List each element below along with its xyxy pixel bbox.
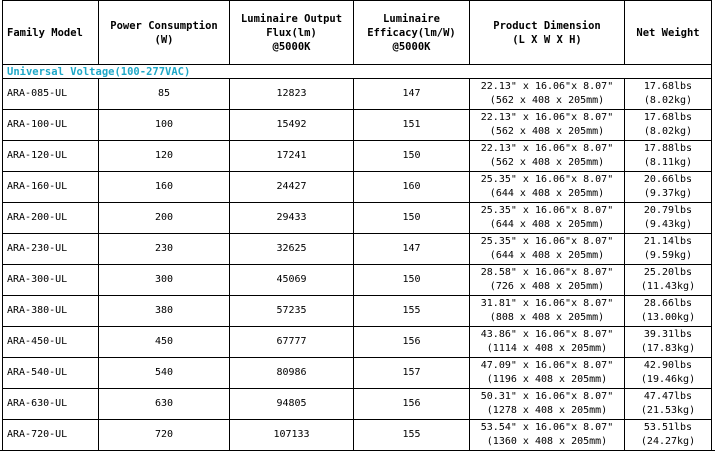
cell-dimension [470, 420, 625, 451]
header-efficacy-line1: Luminaire [383, 12, 440, 25]
cell-dimension-primary: 22.13" x 16.06"x 8.07" [480, 81, 614, 92]
header-dimension-line2: (L X W X H) [512, 33, 582, 46]
cell-dimension-metric: (562 x 408 x 205mm) [489, 95, 605, 106]
cell-flux: 15492 [230, 110, 354, 141]
cell-dimension [470, 234, 625, 265]
header-family-model [3, 1, 99, 65]
cell-flux: 29433 [230, 203, 354, 234]
cell-net-weight-metric: (13.00kg) [640, 312, 696, 323]
cell-efficacy: 150 [354, 141, 470, 172]
cell-dimension-primary: 25.35" x 16.06"x 8.07" [480, 236, 614, 247]
cell-dimension-metric: (644 x 408 x 205mm) [489, 219, 605, 230]
cell-family-model: ARA-630-UL [3, 389, 99, 420]
cell-power: 200 [99, 203, 230, 234]
cell-flux: 94805 [230, 389, 354, 420]
cell-net-weight [625, 172, 712, 203]
cell-power: 450 [99, 327, 230, 358]
cell-dimension [470, 265, 625, 296]
table-row [3, 110, 712, 141]
header-flux-line1: Luminaire Output [240, 12, 343, 25]
cell-efficacy: 155 [354, 420, 470, 451]
cell-net-weight-metric: (11.43kg) [640, 281, 696, 292]
table-row [3, 358, 712, 389]
cell-flux: 67777 [230, 327, 354, 358]
cell-net-weight-primary: 21.14lbs [643, 236, 693, 247]
cell-net-weight [625, 358, 712, 389]
page-bottom-border [0, 450, 715, 451]
header-net-weight-label: Net Weight [636, 26, 700, 39]
table-row [3, 79, 712, 110]
cell-flux: 24427 [230, 172, 354, 203]
table-row [3, 296, 712, 327]
cell-net-weight-primary: 53.51lbs [643, 422, 693, 433]
cell-dimension [470, 110, 625, 141]
cell-power: 540 [99, 358, 230, 389]
cell-net-weight-metric: (8.02kg) [643, 126, 693, 137]
cell-flux: 57235 [230, 296, 354, 327]
cell-dimension [470, 141, 625, 172]
table-row [3, 327, 712, 358]
cell-family-model: ARA-200-UL [3, 203, 99, 234]
cell-dimension [470, 172, 625, 203]
cell-family-model: ARA-160-UL [3, 172, 99, 203]
cell-net-weight [625, 420, 712, 451]
cell-net-weight [625, 141, 712, 172]
header-row [3, 1, 712, 65]
cell-net-weight-primary: 28.66lbs [643, 298, 693, 309]
cell-family-model: ARA-540-UL [3, 358, 99, 389]
cell-dimension-primary: 50.31" x 16.06"x 8.07" [480, 391, 614, 402]
cell-net-weight-metric: (9.59kg) [643, 250, 693, 261]
cell-power: 120 [99, 141, 230, 172]
cell-net-weight-metric: (8.11kg) [643, 157, 693, 168]
cell-net-weight-primary: 39.31lbs [643, 329, 693, 340]
section-row [3, 65, 712, 79]
cell-efficacy: 147 [354, 79, 470, 110]
cell-net-weight [625, 110, 712, 141]
header-efficacy-line2: Efficacy(lm/W) [367, 26, 456, 39]
cell-efficacy: 151 [354, 110, 470, 141]
cell-flux: 32625 [230, 234, 354, 265]
cell-efficacy: 147 [354, 234, 470, 265]
header-power-line1: Power Consumption [110, 19, 218, 32]
cell-dimension-metric: (562 x 408 x 205mm) [489, 126, 605, 137]
cell-power: 100 [99, 110, 230, 141]
cell-net-weight-primary: 20.66lbs [643, 174, 693, 185]
cell-power: 380 [99, 296, 230, 327]
cell-power: 720 [99, 420, 230, 451]
cell-family-model: ARA-120-UL [3, 141, 99, 172]
section-label: Universal Voltage(100-277VAC) [3, 65, 712, 79]
cell-dimension-metric: (1114 x 408 x 205mm) [486, 343, 608, 354]
header-flux-line3: @5000K [272, 40, 311, 53]
cell-flux: 80986 [230, 358, 354, 389]
cell-dimension-primary: 22.13" x 16.06"x 8.07" [480, 112, 614, 123]
cell-dimension [470, 296, 625, 327]
table-row [3, 234, 712, 265]
header-flux [230, 1, 354, 65]
cell-efficacy: 156 [354, 327, 470, 358]
cell-dimension-metric: (808 x 408 x 205mm) [489, 312, 605, 323]
cell-power: 630 [99, 389, 230, 420]
cell-efficacy: 156 [354, 389, 470, 420]
spec-table [2, 0, 712, 451]
header-efficacy-line3: @5000K [392, 40, 431, 53]
header-net-weight [625, 1, 712, 65]
cell-net-weight-metric: (24.27kg) [640, 436, 696, 447]
cell-dimension [470, 203, 625, 234]
cell-net-weight-primary: 17.68lbs [643, 112, 693, 123]
cell-power: 230 [99, 234, 230, 265]
cell-net-weight [625, 265, 712, 296]
cell-efficacy: 150 [354, 265, 470, 296]
header-power [99, 1, 230, 65]
cell-dimension-primary: 22.13" x 16.06"x 8.07" [480, 143, 614, 154]
cell-dimension-metric: (726 x 408 x 205mm) [489, 281, 605, 292]
cell-power: 85 [99, 79, 230, 110]
cell-net-weight-primary: 17.68lbs [643, 81, 693, 92]
cell-net-weight-primary: 47.47lbs [643, 391, 693, 402]
cell-dimension-primary: 31.81" x 16.06"x 8.07" [480, 298, 614, 309]
cell-family-model: ARA-100-UL [3, 110, 99, 141]
cell-flux: 17241 [230, 141, 354, 172]
cell-net-weight-metric: (21.53kg) [640, 405, 696, 416]
header-power-line2: (W) [154, 33, 174, 46]
cell-dimension-primary: 47.09" x 16.06"x 8.07" [480, 360, 614, 371]
cell-efficacy: 157 [354, 358, 470, 389]
cell-family-model: ARA-380-UL [3, 296, 99, 327]
cell-net-weight-metric: (9.43kg) [643, 219, 693, 230]
cell-net-weight [625, 296, 712, 327]
cell-family-model: ARA-085-UL [3, 79, 99, 110]
cell-flux: 12823 [230, 79, 354, 110]
header-dimension-line1: Product Dimension [493, 19, 601, 32]
cell-dimension-primary: 25.35" x 16.06"x 8.07" [480, 174, 614, 185]
cell-flux: 45069 [230, 265, 354, 296]
cell-net-weight-metric: (19.46kg) [640, 374, 696, 385]
cell-family-model: ARA-230-UL [3, 234, 99, 265]
header-family-model-label: Family Model [7, 26, 83, 39]
cell-net-weight [625, 203, 712, 234]
cell-power: 160 [99, 172, 230, 203]
cell-family-model: ARA-300-UL [3, 265, 99, 296]
cell-dimension-metric: (644 x 408 x 205mm) [489, 188, 605, 199]
cell-dimension-metric: (1196 x 408 x 205mm) [486, 374, 608, 385]
cell-net-weight-primary: 25.20lbs [643, 267, 693, 278]
header-dimension [470, 1, 625, 65]
header-efficacy [354, 1, 470, 65]
cell-dimension-primary: 53.54" x 16.06"x 8.07" [480, 422, 614, 433]
cell-family-model: ARA-720-UL [3, 420, 99, 451]
table-row [3, 203, 712, 234]
cell-net-weight [625, 234, 712, 265]
cell-dimension [470, 79, 625, 110]
cell-dimension-metric: (644 x 408 x 205mm) [489, 250, 605, 261]
cell-net-weight [625, 389, 712, 420]
cell-net-weight-primary: 17.88lbs [643, 143, 693, 154]
cell-dimension [470, 389, 625, 420]
cell-net-weight [625, 79, 712, 110]
cell-dimension-metric: (562 x 408 x 205mm) [489, 157, 605, 168]
cell-efficacy: 160 [354, 172, 470, 203]
cell-dimension [470, 358, 625, 389]
cell-dimension [470, 327, 625, 358]
cell-dimension-primary: 25.35" x 16.06"x 8.07" [480, 205, 614, 216]
table-row [3, 141, 712, 172]
table-row [3, 420, 712, 451]
header-flux-line2: Flux(lm) [266, 26, 317, 39]
cell-dimension-primary: 28.58" x 16.06"x 8.07" [480, 267, 614, 278]
cell-net-weight-metric: (9.37kg) [643, 188, 693, 199]
cell-efficacy: 150 [354, 203, 470, 234]
cell-net-weight-primary: 42.90lbs [643, 360, 693, 371]
cell-net-weight-metric: (17.83kg) [640, 343, 696, 354]
table-row [3, 172, 712, 203]
cell-net-weight-primary: 20.79lbs [643, 205, 693, 216]
cell-dimension-metric: (1360 x 408 x 205mm) [486, 436, 608, 447]
cell-net-weight-metric: (8.02kg) [643, 95, 693, 106]
cell-net-weight [625, 327, 712, 358]
table-body [3, 65, 712, 451]
cell-dimension-metric: (1278 x 408 x 205mm) [486, 405, 608, 416]
table-row [3, 265, 712, 296]
table-row [3, 389, 712, 420]
table-header [3, 1, 712, 65]
cell-power: 300 [99, 265, 230, 296]
cell-efficacy: 155 [354, 296, 470, 327]
cell-dimension-primary: 43.86" x 16.06"x 8.07" [480, 329, 614, 340]
cell-family-model: ARA-450-UL [3, 327, 99, 358]
cell-flux: 107133 [230, 420, 354, 451]
